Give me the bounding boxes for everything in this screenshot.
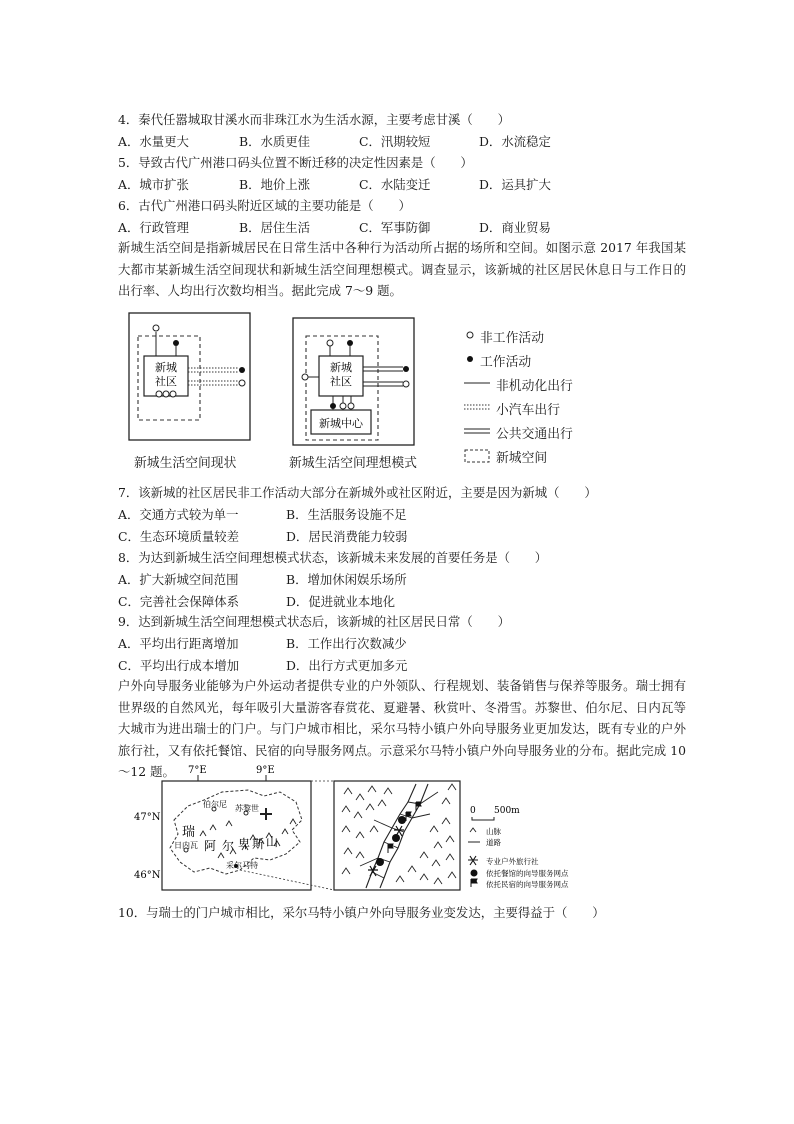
q5-option-c: C．水陆变迁 — [359, 177, 431, 192]
inn-guide-point — [388, 844, 393, 853]
city-zermatt: 采尔马特 — [226, 861, 258, 870]
legend-non-work: 非工作活动 — [480, 331, 544, 346]
q8-option-b: B．增加休闲娱乐场所 — [286, 572, 407, 587]
scale-bar — [472, 817, 494, 820]
non-work-dot — [403, 381, 409, 387]
new-town-space-icon — [465, 450, 489, 462]
intro-10-12: 户外向导服务业能够为户外运动者提供专业的户外领队、行程规划、装备销售与保养等服务。瑞士拥有世界级的自然风光，每年吸引大量游客春赏花、夏避暑、秋赏叶、冬滑雪。苏黎世、伯尔尼、日内瓦等大城市为进出瑞士的门户。与门户城市相比，采尔马特小镇户外向导服务业更加发达，既有专业的户外旅行社，又有依托餐馆、民宿的向导服务网点。示意采尔马特小镇户外向导服务业的分布。据此完成 10～12 题。 — [118, 678, 686, 779]
work-dot — [403, 366, 409, 372]
question-4-stem: 4．秦代任嚣城取甘溪水而非珠江水为生活水源，主要考虑甘溪（ ） — [118, 112, 510, 127]
q7-option-c: C．生态环境质量较差 — [118, 529, 239, 544]
work-dot — [173, 340, 179, 346]
caption-current: 新城生活空间现状 — [134, 456, 237, 471]
restaurant-guide-point — [376, 858, 384, 866]
lon-7e: 7°E — [188, 765, 207, 776]
q6-option-d: D．商业贸易 — [479, 220, 551, 235]
question-7-stem: 7．该新城的社区居民非工作活动大部分在新城外或社区附近，主要是因为新城（ ） — [118, 485, 597, 500]
non-work-dot — [327, 340, 333, 346]
figure-zermatt-map — [130, 762, 650, 897]
scale-distance: 500m — [494, 806, 520, 816]
non-work-dot — [239, 380, 245, 386]
work-dot — [330, 403, 336, 409]
q7-option-d: D．居民消费能力较弱 — [286, 529, 408, 544]
q9-option-c: C．平均出行成本增加 — [118, 658, 239, 673]
q5-option-a: A．城市扩张 — [118, 177, 189, 192]
lat-47n: 47°N — [134, 812, 161, 823]
q9-option-d: D．出行方式更加多元 — [286, 658, 408, 673]
lat-46n: 46°N — [134, 870, 161, 881]
q8-option-a: A．扩大新城空间范围 — [118, 572, 239, 587]
non-work-dot — [156, 391, 162, 397]
non-work-dot — [170, 391, 176, 397]
inn-guide-point — [406, 812, 411, 821]
mountain-legend-icon — [470, 828, 476, 832]
legend-inn: 依托民宿的向导服务网点 — [486, 880, 569, 889]
q8-option-c: C．完善社会保障体系 — [118, 594, 239, 609]
q4-option-c: C．汛期较短 — [359, 134, 431, 149]
q6-option-b: B．居住生活 — [239, 220, 311, 235]
q5-option-d: D．运具扩大 — [479, 177, 551, 192]
figure-new-town-space — [125, 310, 415, 450]
legend-road: 道路 — [486, 838, 501, 847]
question-6-stem: 6．古代广州港口码头附近区域的主要功能是（ ） — [118, 198, 411, 213]
legend-car: 小汽车出行 — [496, 403, 560, 418]
question-10-stem: 10．与瑞士的门户城市相比，采尔马特小镇户外向导服务业变发达，主要得益于（ ） — [118, 905, 605, 920]
non-work-dot — [153, 325, 159, 331]
zoom-leader — [240, 870, 334, 890]
q4-option-a: A．水量更大 — [118, 134, 189, 149]
community-label-2-right: 社区 — [330, 375, 352, 388]
community-label-1-right: 新城 — [330, 361, 352, 374]
legend-mountain: 山脉 — [486, 827, 501, 836]
non-work-dot — [163, 391, 169, 397]
q6-option-c: C．军事防御 — [359, 220, 431, 235]
q8-option-d: D．促进就业本地化 — [286, 594, 396, 609]
question-5-stem: 5．导致古代广州港口码头位置不断迁移的决定性因素是（ ） — [118, 155, 473, 170]
restaurant-legend-icon — [471, 870, 478, 877]
region-char-3: 尔 — [222, 839, 235, 853]
figure1-legend-symbols — [462, 326, 502, 466]
restaurant-guide-point — [398, 816, 406, 824]
q4-option-d: D．水流稳定 — [479, 134, 551, 149]
legend-agency: 专业户外旅行社 — [486, 857, 539, 866]
city-bern: 伯尔尼 — [203, 800, 227, 809]
legend-walk: 非机动化出行 — [496, 379, 573, 394]
caption-ideal: 新城生活空间理想模式 — [289, 456, 417, 471]
non-work-activity-icon — [467, 332, 473, 338]
inn-legend-icon — [471, 879, 477, 887]
work-dot — [239, 367, 245, 373]
question-8-stem: 8．为达到新城生活空间理想模式状态，该新城未来发展的首要任务是（ ） — [118, 550, 548, 565]
town-center-label: 新城中心 — [319, 417, 363, 430]
city-geneva: 日内瓦 — [174, 841, 198, 850]
community-label-1-left: 新城 — [155, 361, 177, 374]
q9-option-b: B．工作出行次数减少 — [286, 636, 407, 651]
left-panel-frame — [129, 313, 250, 440]
q6-option-a: A．行政管理 — [118, 220, 189, 235]
work-activity-icon — [467, 356, 473, 362]
region-char-4: 卑 — [238, 837, 251, 851]
question-9-stem: 9．达到新城生活空间理想模式状态后，该新城的社区居民日常（ ） — [118, 614, 510, 629]
region-char-5: 斯 — [252, 837, 265, 851]
non-work-dot — [348, 403, 354, 409]
region-char-2: 阿 — [204, 839, 217, 853]
q4-option-b: B．水质更佳 — [239, 134, 311, 149]
legend-restaurant: 依托餐馆的向导服务网点 — [486, 869, 569, 878]
q5-option-b: B．地价上涨 — [239, 177, 311, 192]
legend-space: 新城空间 — [496, 451, 548, 466]
lon-9e: 9°E — [256, 765, 275, 776]
non-work-dot — [302, 374, 308, 380]
q7-option-b: B．生活服务设施不足 — [286, 507, 407, 522]
agency-legend-icon — [468, 856, 478, 865]
region-char-6: 山 — [266, 835, 279, 849]
region-char-1: 瑞 — [182, 825, 196, 840]
legend-transit: 公共交通出行 — [496, 427, 573, 442]
city-zurich: 苏黎世 — [235, 804, 259, 813]
non-work-dot — [340, 403, 346, 409]
community-label-2-left: 社区 — [155, 375, 177, 388]
q7-option-a: A．交通方式较为单一 — [118, 507, 239, 522]
legend-work: 工作活动 — [480, 355, 532, 370]
intro-7-9: 新城生活空间是指新城居民在日常生活中各种行为活动所占据的场所和空间。如图示意 2017 年我国某大都市某新城生活空间现状和新城生活空间理想模式。调查显示，该新城的社区居民休息日与工作日的出行率、人均出行次数均相当。据此完成 7～9 题。 — [118, 240, 686, 298]
mountain-symbols — [342, 784, 456, 884]
work-dot — [347, 340, 353, 346]
cross-icon — [260, 808, 272, 820]
q9-option-a: A．平均出行距离增加 — [118, 636, 239, 651]
scale-zero: 0 — [470, 806, 476, 816]
